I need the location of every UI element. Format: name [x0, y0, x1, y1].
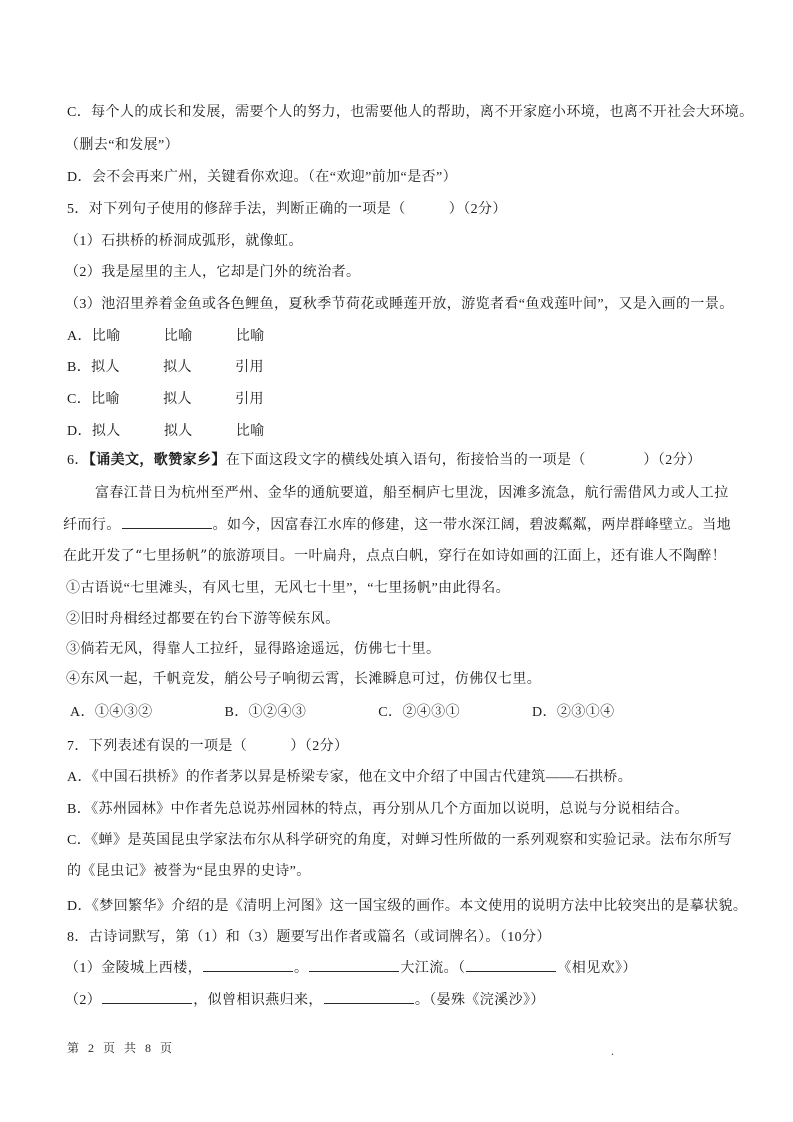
text-run: 纤而行。 [63, 517, 121, 533]
text-run: D．拟人 拟人 比喻 [67, 424, 265, 439]
q6-sentence-2 [66, 610, 340, 630]
answer-blank [102, 990, 192, 1004]
text-run: A．比喻 比喻 比喻 [67, 329, 265, 344]
text-run: 在此开发了“七里扬帆”的旅游项目。一叶扁舟，点点白帆，穿行在如诗如画的江面上，还有谁人不陶醉！ [63, 548, 727, 564]
text-run: （3）池沼里养着金鱼或各色鲤鱼，夏秋季节荷花或睡莲开放，游览者看“鱼戏莲叶间”，又是入画的一景。 [65, 297, 734, 312]
text-run: C．《蝉》是英国昆虫学家法布尔从科学研究的角度，对蝉习性所做的一系列观察和实验记录。法布尔所写 [67, 833, 733, 848]
answer-blank [324, 990, 414, 1004]
text-run: 富春江昔日为杭州至严州、金华的通航要道，船至桐庐七里泷，因滩多流急，航行需借风力或人工拉 [95, 485, 729, 501]
text-run: 5．对下列句子使用的修辞手法，判断正确的一项是（ ）（2分） [67, 202, 507, 217]
q5-option-a [67, 327, 265, 347]
q5-sentence-2 [65, 263, 360, 283]
q6-passage-line-1 [95, 483, 729, 503]
q6-sentence-1 [66, 579, 510, 599]
text-run: 。如今，因富春江水库的修建，这一带水深江阔，碧波粼粼，两岸群峰壁立。当地 [212, 517, 732, 533]
q5-stem [67, 200, 507, 220]
text-run: 7．下列表述有误的一项是（ ）（2分） [67, 739, 349, 754]
text-run: （删去“和发展”） [65, 138, 180, 153]
answer-blank [309, 958, 399, 972]
text-run: A．《中国石拱桥》的作者茅以昇是桥梁专家，他在文中介绍了中国古代建筑——石拱桥。 [67, 770, 633, 785]
text-run: 8．古诗词默写，第（1）和（3）题要写出作者或篇名（或词牌名）。（10分） [67, 930, 551, 945]
q6-passage-line-2 [63, 515, 731, 535]
q7-option-a [67, 768, 632, 788]
text-run: ①古语说“七里滩头，有风七里，无风七十里”，“七里扬帆”由此得名。 [66, 581, 511, 596]
text-run: 6． [67, 453, 89, 468]
text-run: 。（晏殊《浣溪沙》） [414, 993, 545, 1008]
text-run: B．拟人 拟人 引用 [67, 360, 264, 375]
q6-sentence-3 [66, 640, 440, 660]
text-run: A．①④③② B．①②④③ C．②④③① D．②③①④ [70, 705, 615, 720]
text-run: B．《苏州园林》中作者先总说苏州园林的特点，再分别从几个方面加以说明，总说与分说相结合。 [67, 802, 689, 817]
answer-blank [203, 958, 293, 972]
q-option-c [67, 103, 754, 123]
page-number-footer: 第 2 页 共 8 页 [67, 1041, 176, 1055]
section-tag-bold: 【诵美文，歌赞家乡】 [88, 453, 226, 468]
answer-blank [466, 958, 556, 972]
q-option-c-note [65, 136, 179, 156]
text-run: C．每个人的成长和发展，需要个人的努力，也需要他人的帮助，离不开家庭小环境，也离不开社会大环境。 [67, 105, 754, 120]
q5-option-c [67, 390, 264, 410]
text-run: 在下面这段文字的横线处填入语句，衔接恰当的一项是（ ）（2分） [225, 453, 702, 468]
q5-sentence-1 [65, 232, 303, 252]
answer-blank [122, 515, 212, 529]
text-run: ②旧时舟楫经过都要在钓台下游等候东风。 [66, 612, 340, 627]
q7-option-b [67, 800, 689, 820]
text-run: ④东风一起，千帆竞发，艄公号子响彻云霄，长滩瞬息可过，仿佛仅七里。 [66, 672, 542, 687]
text-run: 的《昆虫记》被誉为“昆虫界的史诗”。 [67, 864, 311, 879]
text-run: D．会不会再来广州，关键看你欢迎。（在“欢迎”前加“是否”） [67, 170, 457, 185]
q8-item-2 [65, 990, 545, 1011]
q6-passage-line-3 [63, 546, 726, 566]
scan-artifact-dot: . [611, 1044, 614, 1058]
text-run: （1）石拱桥的桥洞成弧形，就像虹。 [65, 234, 303, 249]
text-run: 《相见欢》） [557, 961, 637, 976]
q7-stem [67, 737, 348, 757]
q7-option-d [67, 897, 747, 917]
text-run: 大江流。（ [400, 961, 466, 976]
text-run: D．《梦回繁华》介绍的是《清明上河图》这一国宝级的画作。本文使用的说明方法中比较突出的是摹状貌。 [67, 899, 748, 914]
text-run: C．比喻 拟人 引用 [67, 392, 264, 407]
text-run: ，似曾相识燕归来， [193, 993, 323, 1008]
text-run: （2）我是屋里的主人，它却是门外的统治者。 [65, 265, 361, 280]
q6-options [70, 703, 615, 723]
q8-item-1 [65, 958, 637, 979]
q6-sentence-4 [66, 670, 541, 690]
q8-stem [67, 928, 551, 948]
q6-stem [67, 451, 701, 471]
q5-sentence-3 [65, 295, 734, 315]
text-run: ③倘若无风，得靠人工拉纤，显得路途遥远，仿佛七十里。 [66, 642, 441, 657]
text-run: （1）金陵城上西楼， [65, 961, 202, 976]
text-run: 。 [294, 961, 309, 976]
q5-option-d [67, 422, 265, 442]
q7-option-c-cont [67, 862, 311, 882]
q-option-d [67, 168, 457, 188]
q5-option-b [67, 358, 264, 378]
text-run: （2） [65, 993, 102, 1008]
q7-option-c [67, 831, 732, 851]
